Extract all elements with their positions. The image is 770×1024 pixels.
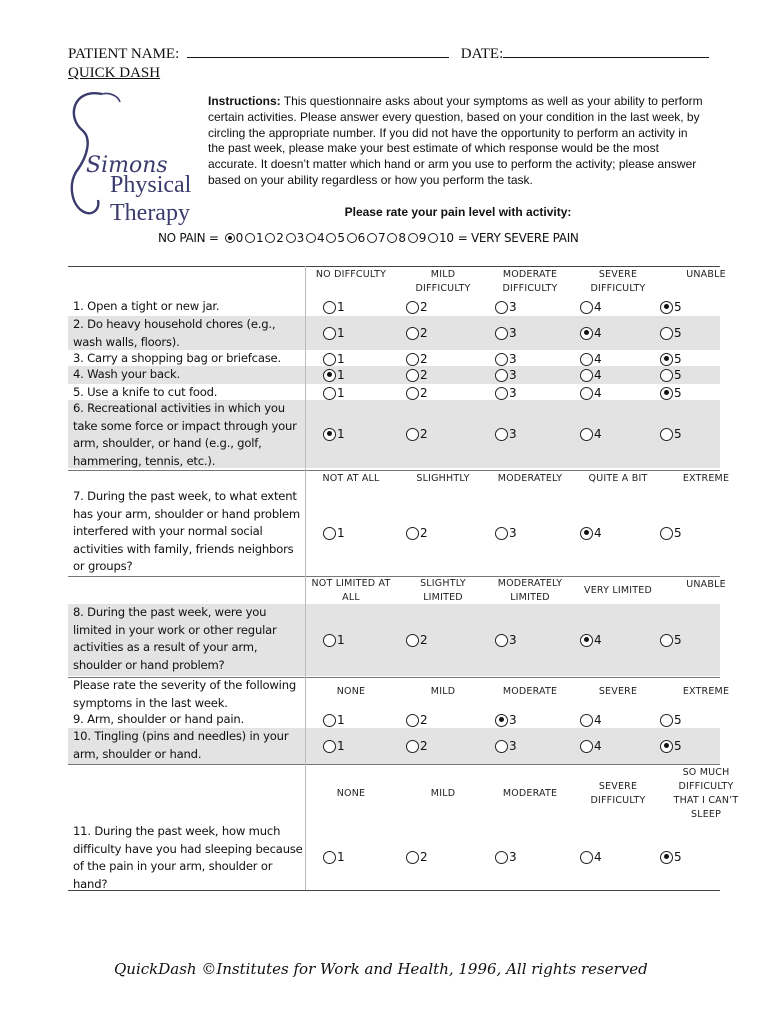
answer-option-q2-3[interactable] [495, 326, 517, 340]
radio-button[interactable] [580, 301, 593, 314]
option-number-label: 4 [594, 713, 602, 727]
answer-option-q11-3[interactable] [495, 850, 517, 864]
radio-button[interactable] [580, 527, 593, 540]
logo-graphic [62, 86, 212, 228]
answer-option-q7-1[interactable] [323, 526, 345, 540]
option-number-label: 2 [420, 368, 428, 382]
simons-physical-therapy-logo [62, 86, 212, 228]
radio-button[interactable] [580, 428, 593, 441]
option-number-label: 2 [420, 386, 428, 400]
radio-button[interactable] [580, 714, 593, 727]
pain-radio-0[interactable] [225, 233, 235, 243]
radio-button[interactable] [660, 353, 673, 366]
answer-option-q6-3[interactable] [495, 427, 517, 441]
option-number-label: 1 [337, 368, 345, 382]
option-number-label: 4 [594, 739, 602, 753]
option-number-label: 2 [420, 633, 428, 647]
answer-option-q1-3[interactable] [495, 300, 517, 314]
answer-option-q11-2[interactable] [406, 850, 428, 864]
pain-option-label: 5 [337, 231, 345, 245]
radio-button[interactable] [406, 353, 419, 366]
answer-option-q11-1[interactable] [323, 850, 345, 864]
question-text: 6. Recreational activities in which you take some force or impact through your arm, shoulder, or hand (e.g., golf, hammering, tennis, etc.). [73, 401, 297, 468]
column-header: SEVERE DIFFICULTY [590, 269, 646, 294]
section-top-rule [68, 576, 720, 577]
column-header: SLIGHHTLY [416, 473, 470, 484]
logo-line1: Physical [110, 172, 192, 198]
pain-left-label: NO PAIN = [158, 231, 219, 245]
radio-button[interactable] [580, 327, 593, 340]
radio-button[interactable] [580, 387, 593, 400]
answer-option-q5-1[interactable] [323, 386, 345, 400]
answer-option-q5-5[interactable] [660, 386, 682, 400]
instructions-block [208, 94, 704, 189]
answer-option-q9-3[interactable] [495, 713, 517, 727]
answer-option-q7-5[interactable] [660, 526, 682, 540]
date-label: DATE: [460, 46, 504, 62]
pain-radio-4[interactable] [306, 233, 316, 243]
patient-name-label: PATIENT NAME: [68, 46, 180, 62]
option-number-label: 1 [337, 633, 345, 647]
radio-button[interactable] [406, 527, 419, 540]
pain-option-label: 9 [418, 231, 427, 245]
pain-option-label: 10 [439, 231, 454, 245]
question-text: 4. Wash your back. [73, 367, 181, 381]
radio-button[interactable] [323, 387, 336, 400]
answer-option-q10-3[interactable] [495, 739, 517, 753]
option-number-label: 2 [420, 326, 428, 340]
logo-line2: Therapy [110, 200, 190, 226]
radio-button[interactable] [495, 353, 508, 366]
option-number-label: 1 [337, 300, 345, 314]
radio-button[interactable] [580, 740, 593, 753]
answer-option-q4-3[interactable] [495, 368, 517, 382]
answer-option-q7-4[interactable] [580, 526, 602, 540]
pain-radio-8[interactable] [387, 233, 397, 243]
radio-button[interactable] [660, 714, 673, 727]
section-top-rule [68, 764, 720, 765]
option-number-label: 5 [674, 300, 682, 314]
radio-button[interactable] [660, 634, 673, 647]
answer-option-q1-1[interactable] [323, 300, 345, 314]
instructions-label: Instructions: [208, 94, 281, 108]
pain-radio-2[interactable] [265, 233, 275, 243]
patient-name-field[interactable] [187, 57, 449, 58]
pain-radio-5[interactable] [326, 233, 336, 243]
column-header: MILD [430, 686, 456, 697]
column-header: MILD DIFFICULTY [415, 269, 471, 294]
radio-button[interactable] [580, 353, 593, 366]
option-number-label: 1 [337, 526, 345, 540]
option-number-label: 5 [674, 352, 682, 366]
option-number-label: 4 [594, 427, 602, 441]
option-number-label: 3 [509, 386, 517, 400]
radio-button[interactable] [323, 740, 336, 753]
option-number-label: 3 [509, 368, 517, 382]
option-number-label: 2 [420, 713, 428, 727]
radio-button[interactable] [660, 369, 673, 382]
pain-option-label: 1 [255, 231, 264, 245]
answer-option-q6-4[interactable] [580, 427, 602, 441]
answer-option-q4-2[interactable] [406, 368, 428, 382]
option-number-label: 2 [420, 300, 428, 314]
column-header: NONE [336, 686, 366, 697]
radio-button[interactable] [660, 428, 673, 441]
column-header: EXTREME [682, 473, 730, 484]
column-header: NOT LIMITED AT ALL [311, 578, 391, 603]
radio-button[interactable] [495, 634, 508, 647]
option-number-label: 1 [337, 386, 345, 400]
answer-option-q5-2[interactable] [406, 386, 428, 400]
answer-option-q4-5[interactable] [660, 368, 682, 382]
option-number-label: 2 [420, 739, 428, 753]
pain-radio-6[interactable] [347, 233, 357, 243]
option-number-label: 3 [509, 633, 517, 647]
radio-button[interactable] [323, 369, 336, 382]
radio-button[interactable] [323, 301, 336, 314]
option-number-label: 4 [594, 352, 602, 366]
option-number-label: 4 [594, 326, 602, 340]
option-number-label: 5 [674, 427, 682, 441]
radio-button[interactable] [323, 851, 336, 864]
option-number-label: 1 [337, 739, 345, 753]
answer-option-q2-1[interactable] [323, 326, 345, 340]
column-header: MODERATE [502, 686, 558, 697]
option-number-label: 1 [337, 713, 345, 727]
question-text: 2. Do heavy household chores (e.g., wash walls, floors). [73, 317, 276, 349]
section-top-rule [68, 266, 720, 267]
column-header: SLIGHTLY LIMITED [420, 578, 466, 603]
radio-button[interactable] [406, 634, 419, 647]
patient-date-line [68, 46, 709, 63]
option-number-label: 5 [674, 633, 682, 647]
column-header: MODERATE DIFFICULTY [502, 269, 558, 294]
answer-option-q1-2[interactable] [406, 300, 428, 314]
radio-button[interactable] [323, 327, 336, 340]
option-number-label: 5 [674, 850, 682, 864]
logo-script-text: Simons [86, 153, 168, 178]
answer-option-q8-3[interactable] [495, 633, 517, 647]
option-number-label: 3 [509, 300, 517, 314]
question-text: 5. Use a knife to cut food. [73, 385, 218, 399]
answer-option-q6-5[interactable] [660, 427, 682, 441]
pain-options [223, 231, 454, 245]
column-header: QUITE A BIT [588, 473, 648, 484]
column-header: EXTREME [682, 686, 730, 697]
option-number-label: 4 [594, 386, 602, 400]
radio-button[interactable] [495, 740, 508, 753]
pain-option-label: 0 [235, 231, 243, 245]
answer-option-q4-4[interactable] [580, 368, 602, 382]
column-header: NO DIFFCULTY [315, 269, 387, 280]
answer-option-q2-2[interactable] [406, 326, 428, 340]
column-header: UNABLE [686, 269, 726, 280]
pain-radio-9[interactable] [408, 233, 418, 243]
column-header: MODERATELY LIMITED [497, 578, 563, 603]
option-number-label: 2 [420, 427, 428, 441]
answer-option-q7-2[interactable] [406, 526, 428, 540]
radio-button[interactable] [660, 527, 673, 540]
radio-button[interactable] [323, 428, 336, 441]
answer-option-q2-4[interactable] [580, 326, 602, 340]
copyright-footer: QuickDash ©Institutes for Work and Health, 1996, All rights reserved [114, 960, 648, 978]
option-number-label: 5 [674, 713, 682, 727]
option-number-label: 3 [509, 352, 517, 366]
column-header: MODERATELY [497, 473, 563, 484]
radio-button[interactable] [406, 301, 419, 314]
pain-radio-1[interactable] [245, 233, 255, 243]
radio-button[interactable] [406, 369, 419, 382]
answer-option-q3-2[interactable] [406, 352, 428, 366]
option-number-label: 3 [509, 526, 517, 540]
table-bottom-rule [68, 890, 720, 891]
answer-option-q10-5[interactable] [660, 739, 682, 753]
radio-button[interactable] [660, 327, 673, 340]
radio-button[interactable] [406, 387, 419, 400]
question-column-divider [305, 266, 306, 890]
answer-option-q3-1[interactable] [323, 352, 345, 366]
column-header: SEVERE [598, 686, 638, 697]
answer-option-q3-5[interactable] [660, 352, 682, 366]
question-text: 9. Arm, shoulder or hand pain. [73, 712, 245, 726]
column-header: MILD [430, 788, 456, 799]
answer-option-q8-2[interactable] [406, 633, 428, 647]
radio-button[interactable] [406, 740, 419, 753]
answer-option-q8-4[interactable] [580, 633, 602, 647]
question-text: 1. Open a tight or new jar. [73, 299, 220, 313]
column-header: VERY LIMITED [584, 585, 652, 596]
instructions-text: This questionnaire asks about your symptoms as well as your ability to perform certain activities. Please answer every question, based on your condition in the last week, by circling the appropriate number. If you did not have the opportunity to perform an activity in the past week, please make your best estimate of which response would be the most accurate. It doesn’t matter which hand or arm you use to perform the activity; please answer based on your ability regardless or how you perform the task. [208, 94, 703, 187]
option-number-label: 1 [337, 850, 345, 864]
option-number-label: 2 [420, 850, 428, 864]
pain-option-label: 8 [398, 231, 406, 245]
answer-option-q10-1[interactable] [323, 739, 345, 753]
radio-button[interactable] [323, 527, 336, 540]
radio-button[interactable] [323, 714, 336, 727]
option-number-label: 5 [674, 386, 682, 400]
question-text: 11. During the past week, how much difficulty have you had sleeping because of the pain in your arm, shoulder or hand? [73, 824, 303, 891]
option-number-label: 4 [594, 300, 602, 314]
question-text: 3. Carry a shopping bag or briefcase. [73, 351, 281, 365]
radio-button[interactable] [406, 327, 419, 340]
section-intro: Please rate the severity of the following symptoms in the last week. [73, 678, 296, 710]
pain-radio-3[interactable] [286, 233, 296, 243]
radio-button[interactable] [495, 714, 508, 727]
radio-button[interactable] [495, 301, 508, 314]
answer-option-q3-4[interactable] [580, 352, 602, 366]
pain-option-label: 3 [296, 231, 304, 245]
option-number-label: 3 [509, 713, 517, 727]
radio-button[interactable] [580, 369, 593, 382]
option-number-label: 5 [674, 739, 682, 753]
option-number-label: 3 [509, 850, 517, 864]
pain-right-label: = VERY SEVERE PAIN [457, 231, 579, 245]
radio-button[interactable] [660, 851, 673, 864]
answer-option-q11-5[interactable] [660, 850, 682, 864]
answer-option-q5-3[interactable] [495, 386, 517, 400]
pain-option-label: 7 [378, 231, 386, 245]
radio-button[interactable] [495, 369, 508, 382]
section-top-rule [68, 470, 720, 471]
answer-option-q9-5[interactable] [660, 713, 682, 727]
option-number-label: 4 [594, 850, 602, 864]
answer-option-q6-2[interactable] [406, 427, 428, 441]
answer-option-q1-5[interactable] [660, 300, 682, 314]
option-number-label: 1 [337, 427, 345, 441]
radio-button[interactable] [323, 353, 336, 366]
question-text: 8. During the past week, were you limited in your work or other regular activities as a result of your arm, shoulder or hand problem? [73, 605, 277, 672]
radio-button[interactable] [495, 327, 508, 340]
form-title: QUICK DASH [68, 65, 161, 81]
pain-option-label: 6 [357, 231, 366, 245]
option-number-label: 4 [594, 633, 602, 647]
option-number-label: 3 [509, 427, 517, 441]
answer-option-q2-5[interactable] [660, 326, 682, 340]
date-field[interactable] [503, 57, 709, 58]
column-header: NOT AT ALL [322, 473, 380, 484]
radio-button[interactable] [580, 634, 593, 647]
option-number-label: 1 [337, 326, 345, 340]
answer-option-q9-4[interactable] [580, 713, 602, 727]
answer-option-q9-2[interactable] [406, 713, 428, 727]
option-number-label: 2 [420, 526, 428, 540]
answer-option-q5-4[interactable] [580, 386, 602, 400]
answer-option-q3-3[interactable] [495, 352, 517, 366]
pain-radio-7[interactable] [367, 233, 377, 243]
answer-option-q9-1[interactable] [323, 713, 345, 727]
option-number-label: 1 [337, 352, 345, 366]
option-number-label: 5 [674, 368, 682, 382]
answer-option-q8-1[interactable] [323, 633, 345, 647]
option-number-label: 3 [509, 326, 517, 340]
option-number-label: 5 [674, 326, 682, 340]
radio-button[interactable] [495, 851, 508, 864]
option-number-label: 4 [594, 526, 602, 540]
radio-button[interactable] [406, 714, 419, 727]
radio-button[interactable] [406, 851, 419, 864]
radio-button[interactable] [495, 387, 508, 400]
answer-option-q11-4[interactable] [580, 850, 602, 864]
answer-option-q1-4[interactable] [580, 300, 602, 314]
radio-button[interactable] [580, 851, 593, 864]
answer-option-q10-4[interactable] [580, 739, 602, 753]
option-number-label: 3 [509, 739, 517, 753]
column-header: UNABLE [686, 579, 726, 590]
radio-button[interactable] [323, 634, 336, 647]
column-header: SO MUCH DIFFICULTY THAT I CAN’T SLEEP [673, 767, 739, 820]
column-header: NONE [336, 788, 366, 799]
radio-button[interactable] [660, 740, 673, 753]
radio-button[interactable] [495, 428, 508, 441]
pain-rating-title: Please rate your pain level with activity: [344, 205, 572, 219]
column-header: MODERATE [502, 788, 558, 799]
radio-button[interactable] [406, 428, 419, 441]
pain-option-label: 2 [276, 231, 284, 245]
column-header: SEVERE DIFFICULTY [590, 781, 646, 806]
answer-option-q10-2[interactable] [406, 739, 428, 753]
radio-button[interactable] [495, 527, 508, 540]
question-text: 7. During the past week, to what extent has your arm, shoulder or hand problem interfered with your normal social activities with family, friends neighbors or groups? [73, 489, 301, 573]
radio-button[interactable] [660, 301, 673, 314]
option-number-label: 5 [674, 526, 682, 540]
option-number-label: 4 [594, 368, 602, 382]
answer-option-q4-1[interactable] [323, 368, 345, 382]
radio-button[interactable] [660, 387, 673, 400]
question-text: 10. Tingling (pins and needles) in your arm, shoulder or hand. [73, 729, 289, 761]
answer-option-q6-1[interactable] [323, 427, 345, 441]
option-number-label: 2 [420, 352, 428, 366]
answer-option-q8-5[interactable] [660, 633, 682, 647]
answer-option-q7-3[interactable] [495, 526, 517, 540]
pain-option-label: 4 [316, 231, 325, 245]
pain-radio-10[interactable] [428, 233, 438, 243]
